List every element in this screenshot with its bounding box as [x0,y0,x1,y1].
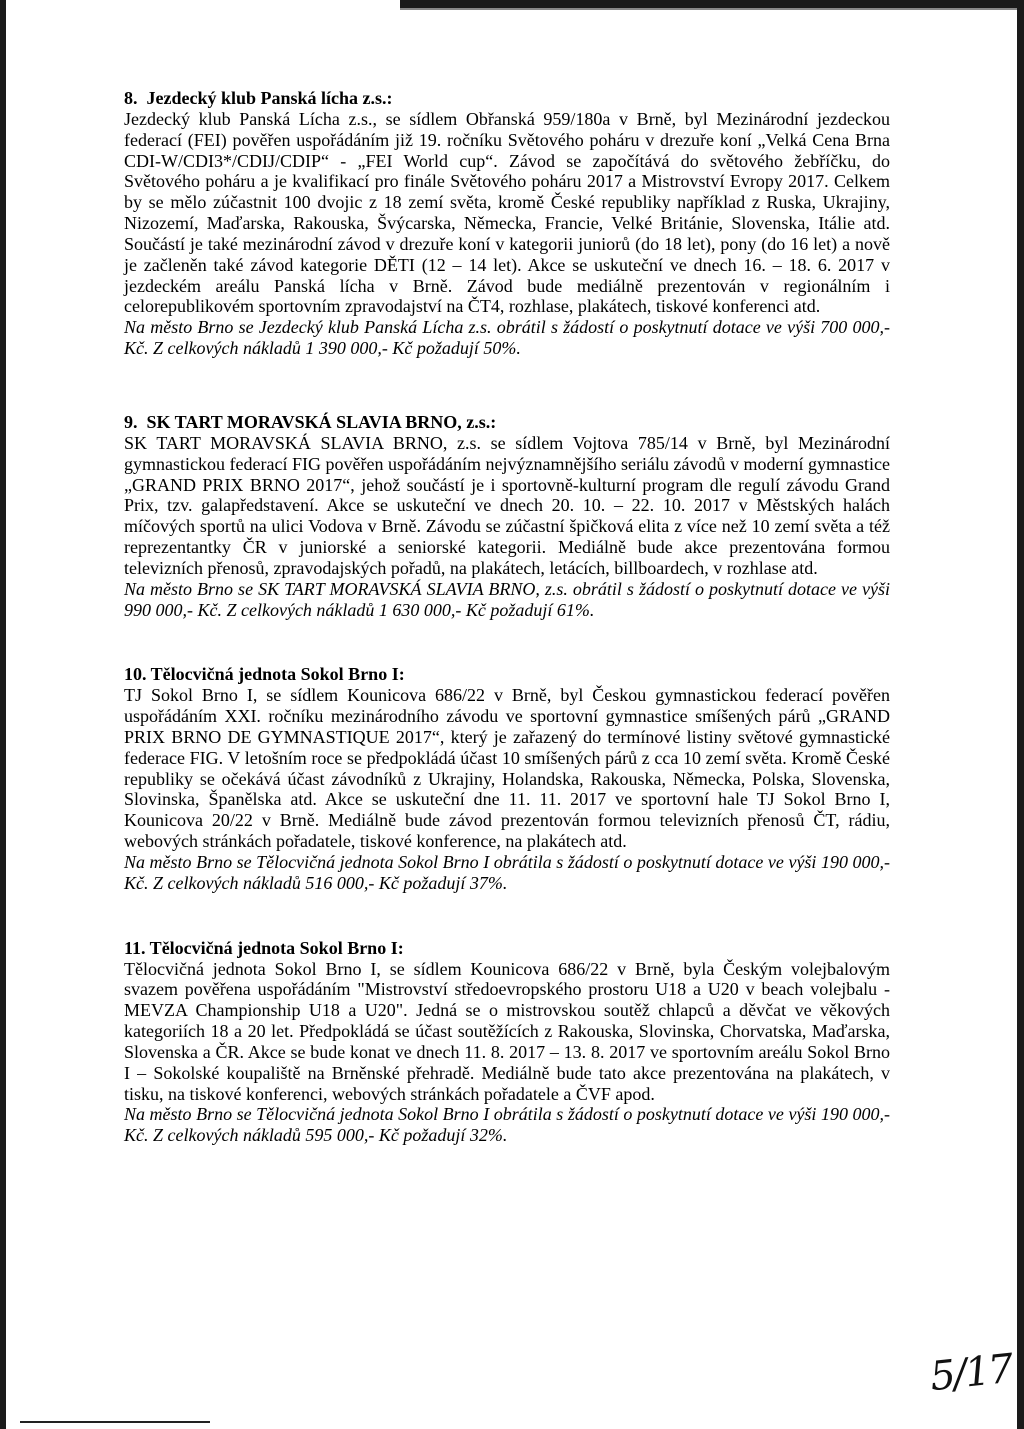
section-body: SK TART MORAVSKÁ SLAVIA BRNO, z.s. se sídlem Vojtova 785/14 v Brně, byl Mezinárodní gymnastickou federací FIG pověřen uspořádáním nejvýznamnějšího seriálu závodů v moderní gymnastice „GRAND PRIX BRNO 2017“, jehož součástí je i sportovně-kulturní program dle regulí závodu Grand Prix, tzv. galapředstavení. Akce se uskuteční ve dnech 20. 10. – 22. 10. 2017 v Městských halách míčových sportů na ulici Vodova v Brně. Závodu se zúčastní špičková elita z více než 10 zemí světa a též reprezentantky ČR v juniorské a seniorské kategorii. Mediálně bude akce prezentována formou televizních přenosů, zpravodajských pořadů, na plakátech, letácích, billboardech, v rozhlase atd. [124,432,890,578]
scan-border-top [400,0,1017,8]
section-10 [124,664,890,893]
section-request: Na město Brno se Tělocvičná jednota Sokol Brno I obrátila s žádostí o poskytnutí dotace ve výši 190 000,- Kč. Z celkových nákladů 595 000,- Kč požadují 32%. [124,1104,890,1146]
scan-border-top-fade [400,8,1017,10]
section-11 [124,938,890,1146]
section-body: Jezdecký klub Panská Lícha z.s., se sídlem Obřanská 959/180a v Brně, byl Mezinárodní jezdeckou federací (FEI) pověřen uspořádáním již 19. ročníku Světového poháru v drezuře koní „Velká Cena Brna CDI-W/CDI3*/CDIJ/CDIP“ - „FEI World cup“. Závod se započítává do světového žebříčku, do Světového poháru a je kvalifikací pro finále Světového poháru 2017 a Mistrovství Evropy 2017. Celkem by se mělo zúčastnit 100 dvojic z 18 zemí světa, kromě České republiky například z Ruska, Ukrajiny, Nizozemí, Maďarska, Rakouska, Švýcarska, Německa, Francie, Velké Británie, Slovenska, Itálie atd. Součástí je také mezinárodní závod v drezuře koní v kategorii juniorů (do 18 let), pony (do 16 let) a nově je začleněn také závod kategorie DĚTI (12 – 14 let). Akce se uskuteční ve dnech 16. – 18. 6. 2017 v jezdeckém areálu Panská lícha v Brně. Závod bude mediálně prezentován v regionálním i celorepublikovém sportovním zpravodajství na ČT4, rozhlase, plakátech, tiskové konferenci atd. [124,108,890,317]
section-9 [124,412,890,620]
document-page [124,88,890,1146]
section-8 [124,88,890,359]
section-request: Na město Brno se Tělocvičná jednota Sokol Brno I obrátila s žádostí o poskytnutí dotace ve výši 190 000,- Kč. Z celkových nákladů 516 000,- Kč požadují 37%. [124,852,890,893]
footer-rule [20,1421,210,1423]
scan-border-left [0,0,6,1429]
section-heading: 8. Jezdecký klub Panská lícha z.s.: [124,88,393,108]
handwritten-page-number: 5/17 [927,1345,1015,1401]
scan-border-right [1017,0,1024,1429]
section-request: Na město Brno se SK TART MORAVSKÁ SLAVIA BRNO, z.s. obrátil s žádostí o poskytnutí dotace ve výši 990 000,- Kč. Z celkových nákladů 1 630 000,- Kč požadují 61%. [124,578,890,620]
section-heading: 10. Tělocvičná jednota Sokol Brno I: [124,664,405,685]
section-heading: 9. SK TART MORAVSKÁ SLAVIA BRNO, z.s.: [124,411,497,432]
section-request: Na město Brno se Jezdecký klub Panská Lícha z.s. obrátil s žádostí o poskytnutí dotace ve výši 700 000,- Kč. Z celkových nákladů 1 390 000,- Kč požadují 50%. [124,317,890,359]
section-body: Tělocvičná jednota Sokol Brno I, se sídlem Kounicova 686/22 v Brně, byla Českým volejbalovým svazem pověřena uspořádáním "Mistrovství středoevropského prostoru U18 a U20 v beach volejbalu - MEVZA Championship U18 a U20". Jedná se o mistrovskou soutěž chlapců a děvčat ve věkových kategoriích 18 a 20 let. Předpokládá se účast soutěžících z Rakouska, Slovinska, Chorvatska, Maďarska, Slovenska a ČR. Akce se bude konat ve dnech 11. 8. 2017 – 13. 8. 2017 ve sportovním areálu Sokol Brno I – Sokolské koupaliště na Brněnské přehradě. Mediálně bude tato akce prezentována na plakátech, v tisku, na tiskové konferenci, webových stránkách pořadatele a ČVF apod. [124,958,890,1104]
section-body: TJ Sokol Brno I, se sídlem Kounicova 686/22 v Brně, byl Českou gymnastickou federací pověřen uspořádáním XXI. ročníku mezinárodního závodu ve sportovní gymnastice smíšených párů „GRAND PRIX BRNO DE GYMNASTIQUE 2017“, který je zařazený do termínové listiny světové gymnastické federace FIG. V letošním roce se předpokládá účast 10 smíšených párů z cca 10 zemí světa. Kromě České republiky se očekává účast závodníků z Ukrajiny, Holandska, Rakouska, Německa, Polska, Slovenska, Slovinska, Španělska atd. Akce se uskuteční dne 11. 11. 2017 ve sportovní hale TJ Sokol Brno I, Kounicova 20/22 v Brně. Mediálně bude závod prezentován formou televizních přenosů ČT, rádiu, webových stránkách pořadatele, tiskové konference, na plakátech atd. [124,685,890,852]
section-heading: 11. Tělocvičná jednota Sokol Brno I: [124,937,404,958]
